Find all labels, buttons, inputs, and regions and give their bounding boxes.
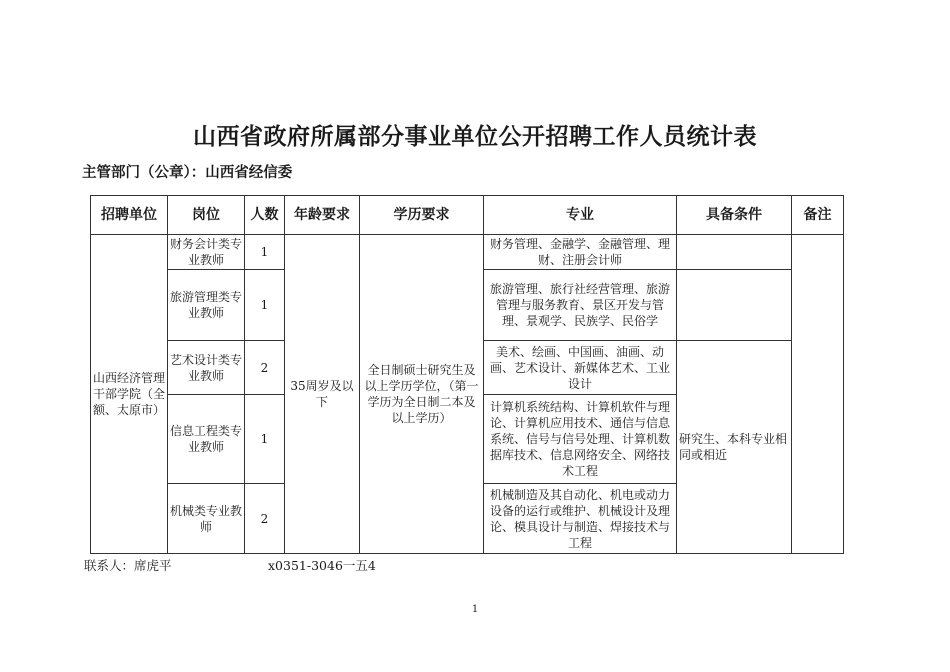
count-cell: 1 (245, 270, 285, 341)
header-position: 岗位 (168, 196, 245, 235)
header-count: 人数 (245, 196, 285, 235)
table-header-row (91, 196, 844, 235)
contact-phone: x0351-3046一五4 (268, 558, 376, 573)
count-cell: 2 (245, 341, 285, 395)
major-cell: 机械制造及其自动化、机电或动力设备的运行或维护、机械设计及理论、模具设计与制造、焊接技术与工程 (484, 484, 677, 554)
remarks-cell (792, 235, 844, 554)
header-remarks: 备注 (792, 196, 844, 235)
major-cell: 旅游管理、旅行社经营管理、旅游管理与服务教育、景区开发与管理、景观学、民族学、民俗学 (484, 270, 677, 341)
department-line: 主管部门（公章）：山西省经信委 (82, 165, 293, 181)
table-row (91, 235, 844, 270)
major-cell: 美术、绘画、中国画、油画、动画、艺术设计、新媒体艺术、工业设计 (484, 341, 677, 395)
header-age: 年龄要求 (285, 196, 360, 235)
education-requirement: 全日制硕士研究生及以上学历学位，（第一学历为全日制二本及以上学历） (360, 235, 484, 554)
position-cell: 艺术设计类专业教师 (168, 341, 245, 395)
count-cell: 1 (245, 395, 285, 484)
page-title: 山西省政府所属部分事业单位公开招聘工作人员统计表 (193, 124, 757, 150)
recruitment-table (90, 195, 844, 554)
header-education: 学历要求 (360, 196, 484, 235)
recruiting-unit: 山西经济管理干部学院（全额、太原市） (91, 235, 168, 554)
major-cell: 财务管理、金融学、金融管理、理财、注册会计师 (484, 235, 677, 270)
condition-cell: 研究生、本科专业相同或相近 (677, 341, 792, 554)
contact-person: 联系人：席虎平 (84, 558, 172, 573)
major-cell: 计算机系统结构、计算机软件与理论、计算机应用技术、通信与信息系统、信号与信号处理、计算机数据库技术、信息网络安全、网络技术工程 (484, 395, 677, 484)
header-major: 专业 (484, 196, 677, 235)
page-number: 1 (471, 604, 479, 615)
position-cell: 财务会计类专业教师 (168, 235, 245, 270)
header-unit: 招聘单位 (91, 196, 168, 235)
count-cell: 2 (245, 484, 285, 554)
count-cell: 1 (245, 235, 285, 270)
header-condition: 具备条件 (677, 196, 792, 235)
condition-empty-cell (677, 235, 792, 270)
position-cell: 机械类专业教师 (168, 484, 245, 554)
position-cell: 旅游管理类专业教师 (168, 270, 245, 341)
age-requirement: 35周岁及以下 (285, 235, 360, 554)
position-cell: 信息工程类专业教师 (168, 395, 245, 484)
condition-empty-cell (677, 270, 792, 341)
